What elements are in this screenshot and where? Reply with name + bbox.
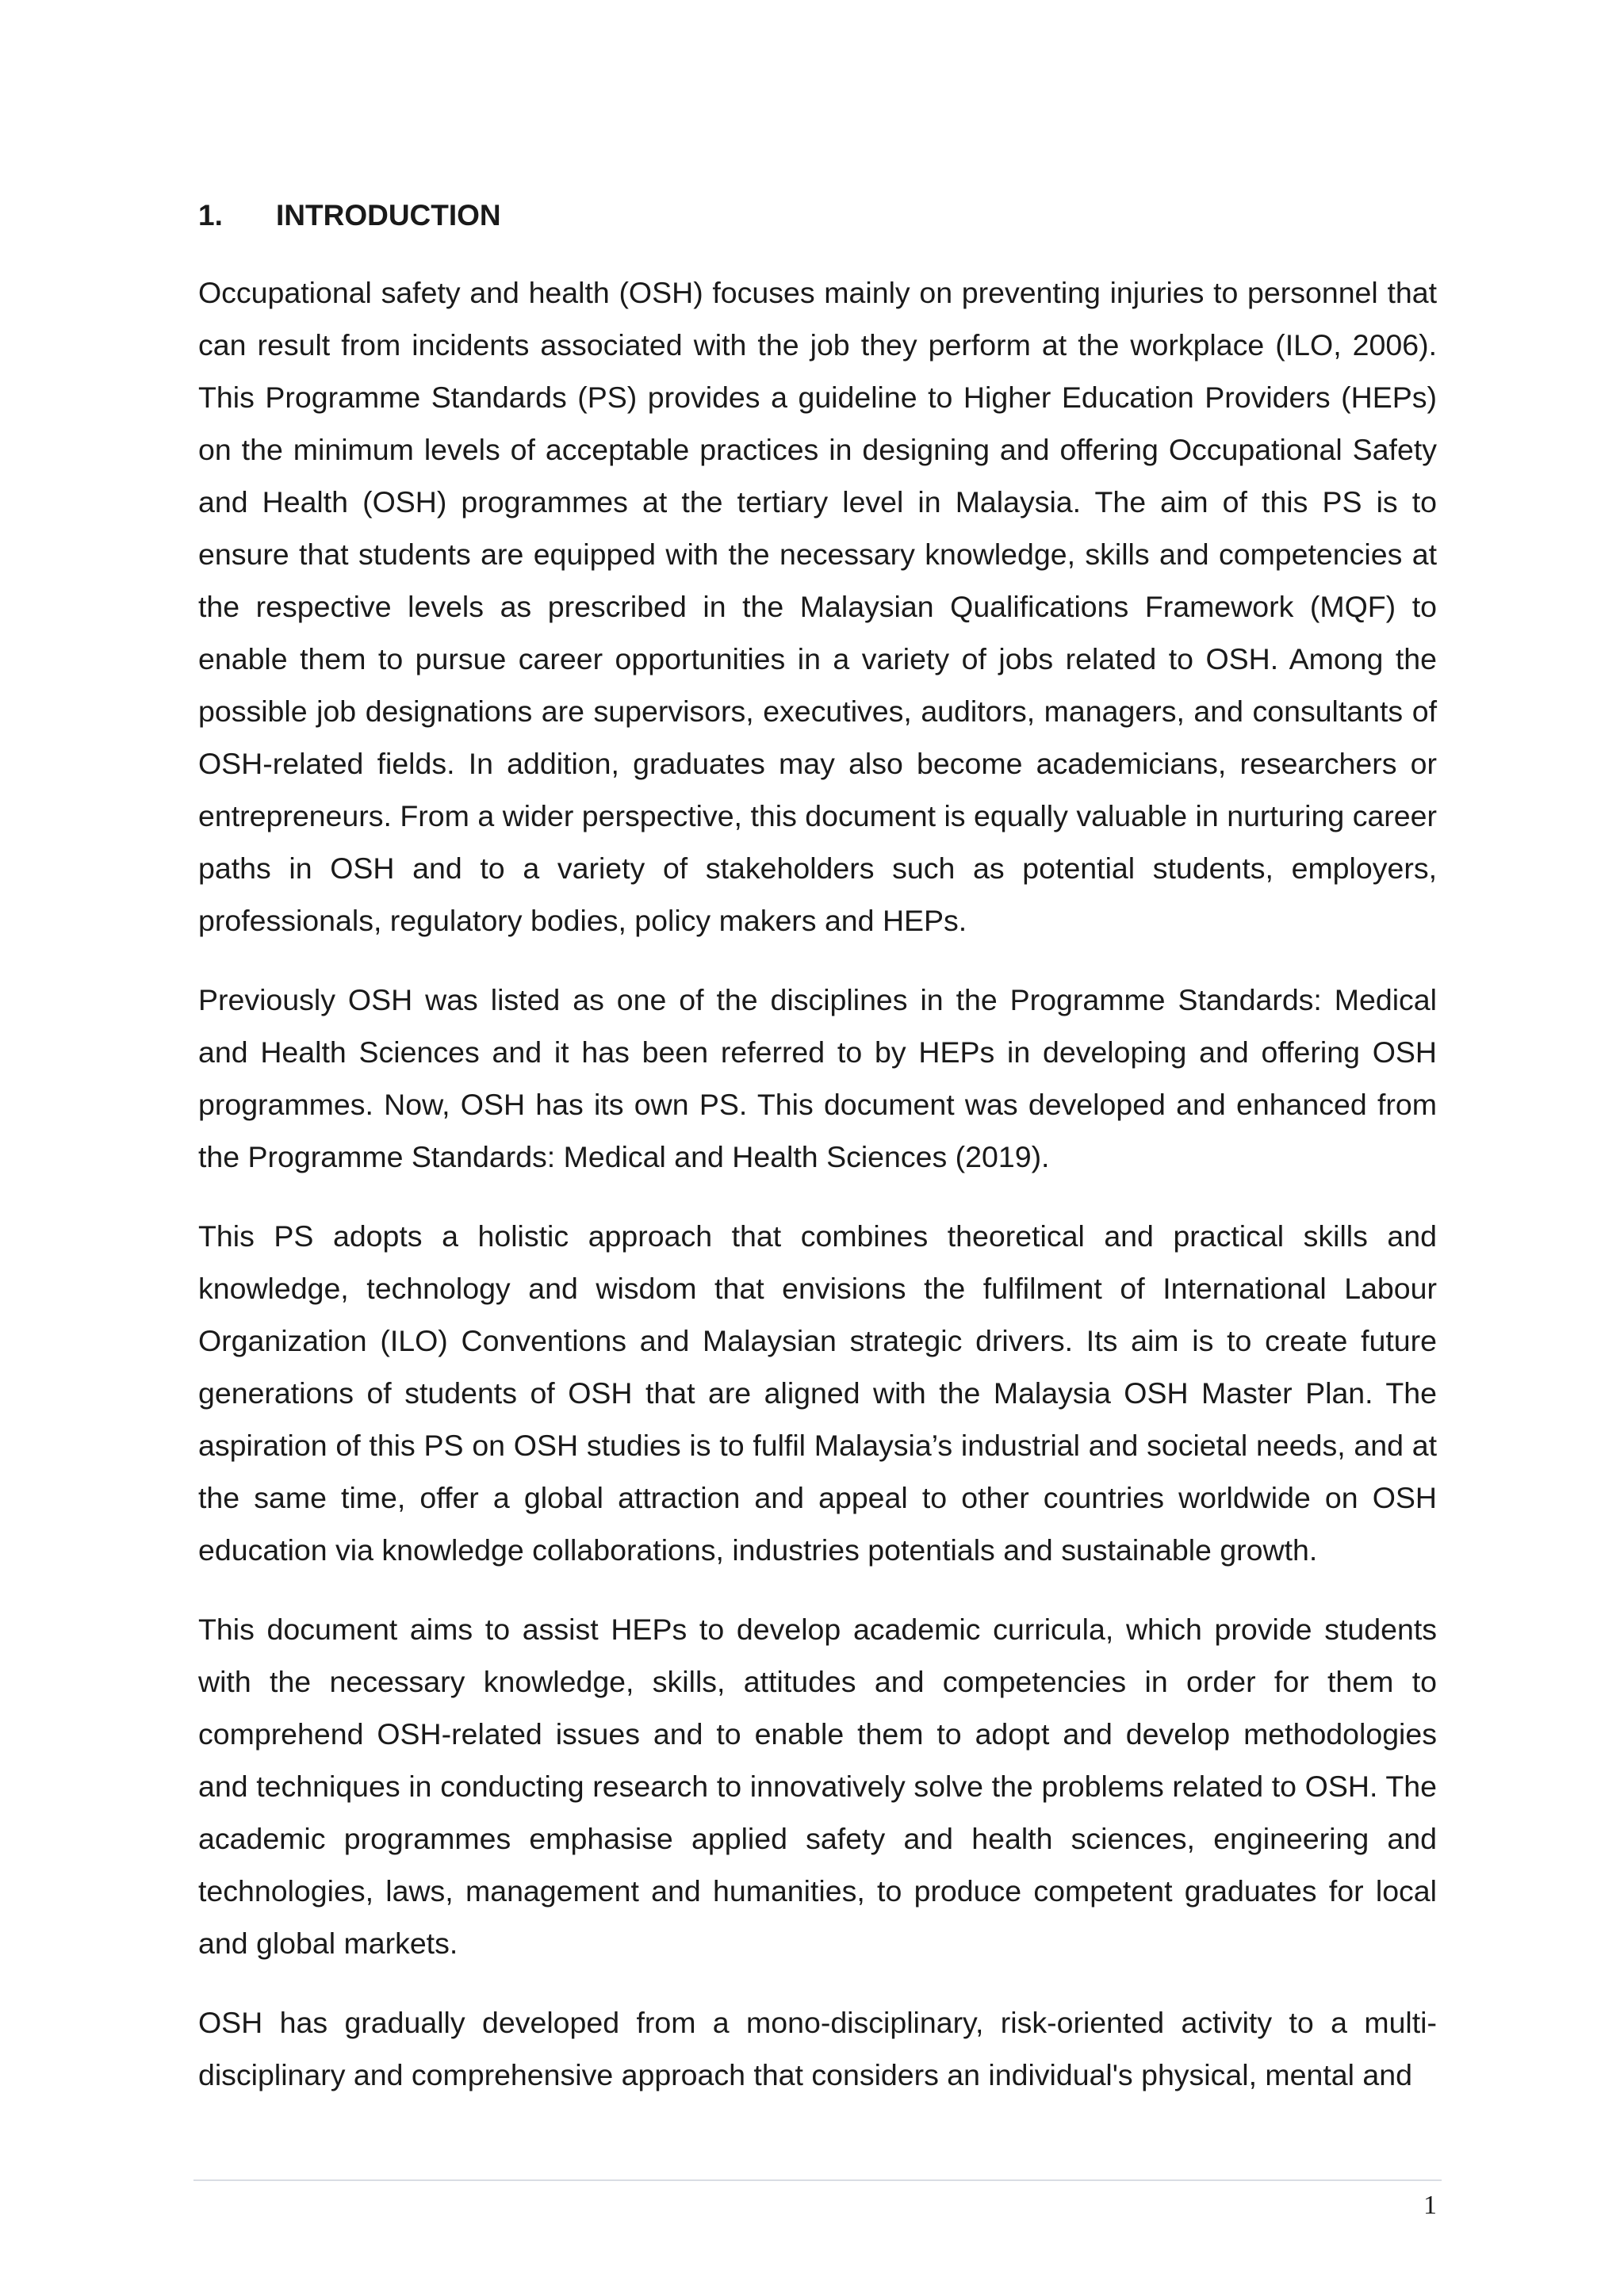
paragraph-3: This PS adopts a holistic approach that combines theoretical and practical skills and knowledge, technology and wisdom that envisions the fulfilment of International Labour Organization (ILO) Conventions and Malaysian strategic drivers. Its aim is to create future generations of students of OSH that are aligned with the Malaysia OSH Master Plan. The aspiration of this PS on OSH studies is to fulfil Malaysia’s industrial and societal needs, and at the same time, offer a global attraction and appeal to other countries worldwide on OSH education via knowledge collaborations, industries potentials and sustainable growth. [198, 1219, 1437, 1567]
section-number: 1. [198, 199, 223, 232]
paragraph-1: Occupational safety and health (OSH) focuses mainly on preventing injuries to personnel that can result from incidents associated with the job they perform at the workplace (ILO, 2006). This Programme Standards (PS) provides a guideline to Higher Education Providers (HEPs) on the minimum levels of acceptable practices in designing and offering Occupational Safety and Health (OSH) programmes at the tertiary level in Malaysia. The aim of this PS is to ensure that students are equipped with the necessary knowledge, skills and competencies at the respective levels as prescribed in the Malaysian Qualifications Framework (MQF) to enable them to pursue career opportunities in a variety of jobs related to OSH. Among the possible job designations are supervisors, executives, auditors, managers, and consultants of OSH-related fields. In addition, graduates may also become academicians, researchers or entrepreneurs. From a wider perspective, this document is equally valuable in nurturing career paths in OSH and to a variety of stakeholders such as potential students, employers, professionals, regulatory bodies, policy makers and HEPs. [198, 276, 1437, 937]
paragraph-2: Previously OSH was listed as one of the disciplines in the Programme Standards: Medical and Health Sciences and it has been referred to by HEPs in developing and offering OSH programmes. Now, OSH has its own PS. This document was developed and enhanced from the Programme Standards: Medical and Health Sciences (2019). [198, 983, 1437, 1173]
paragraph-4: This document aims to assist HEPs to develop academic curricula, which provide students with the necessary knowledge, skills, attitudes and competencies in order for them to comprehend OSH-related issues and to enable them to adopt and develop methodologies and techniques in conducting research to innovatively solve the problems related to OSH. The academic programmes emphasise applied safety and health sciences, engineering and technologies, laws, management and humanities, to produce competent graduates for local and global markets. [198, 1613, 1437, 1960]
page-content [198, 195, 1437, 2128]
page-number: 1 [1423, 2191, 1437, 2220]
paragraph-5: OSH has gradually developed from a mono-disciplinary, risk-oriented activity to a multi-disciplinary and comprehensive approach that considers an individual's physical, mental and [198, 2006, 1437, 2091]
footer-divider [193, 2179, 1442, 2181]
section-heading [198, 195, 1437, 236]
section-title: INTRODUCTION [276, 199, 501, 232]
